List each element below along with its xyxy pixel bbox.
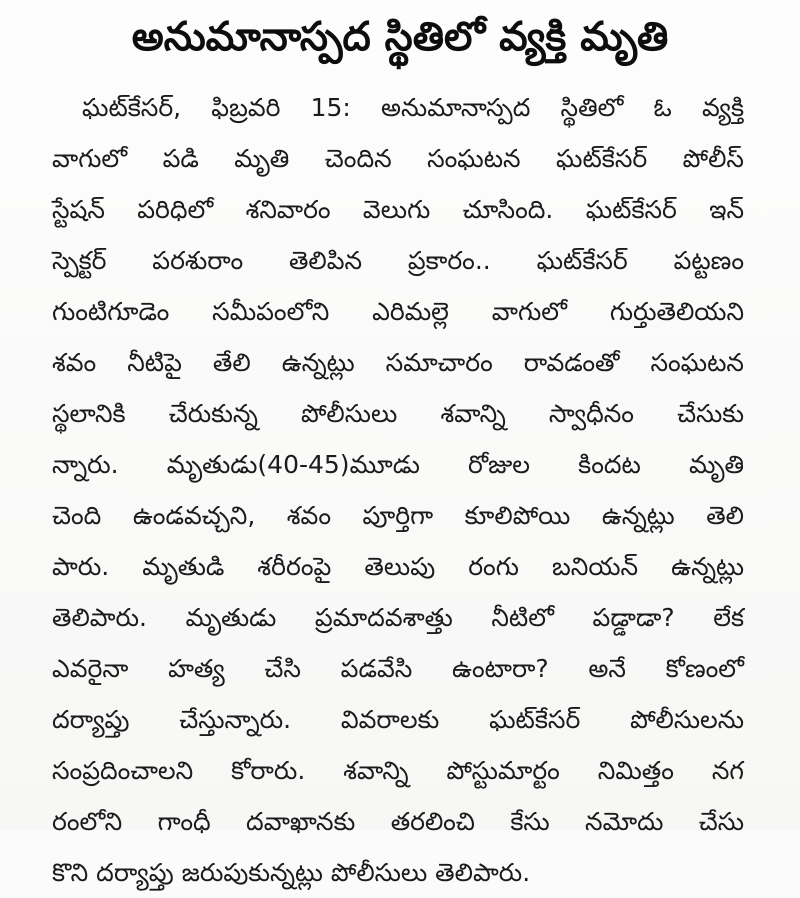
article-line: తెలిపారు. మృతుడు ప్రమాదవశాత్తు నీటిలో పడ్డాడా? లేక	[52, 603, 744, 632]
article-line: న్నారు. మృతుడు(40-45)మూడు రోజుల కిందట మృతి	[52, 450, 744, 479]
article-line: వాగులో పడి మృతి చెందిన సంఘటన ఘట్‌కేసర్ పోలీస్	[52, 144, 744, 173]
article-line: రంలోని గాంధీ దవాఖానకు తరలించి కేసు నమోదు చేసు	[52, 807, 744, 836]
article-line: ఘట్‌కేసర్, ఫిబ్రవరి 15: అనుమానాస్పద స్థితిలో ఓ వ్యక్తి	[82, 93, 744, 122]
article-line: స్టేషన్ పరిధిలో శనివారం వెలుగు చూసింది. ఘట్‌కేసర్ ఇన్	[52, 195, 744, 224]
article-line: గుంటిగూడెం సమీపంలోని ఎరిమల్లె వాగులో గుర్తుతెలియని	[52, 297, 744, 326]
article-line: దర్యాప్తు చేస్తున్నారు. వివరాలకు ఘట్‌కేసర్ పోలీసులను	[52, 705, 744, 734]
article-line: కొని దర్యాప్తు జరుపుకున్నట్లు పోలీసులు తెలిపారు.	[52, 858, 531, 887]
article-line: స్థలానికి చేరుకున్న పోలీసులు శవాన్ని స్వాధీనం చేసుకు	[52, 399, 744, 428]
article-line: శవం నీటిపై తేలి ఉన్నట్లు సమాచారం రావడంతో సంఘటన	[52, 348, 744, 377]
article-line: చెంది ఉండవచ్చని, శవం పూర్తిగా కూలిపోయి ఉన్నట్లు తెలి	[52, 501, 744, 530]
article-line: పారు. మృతుడి శరీరంపై తెలుపు రంగు బనియన్ ఉన్నట్లు	[52, 552, 744, 581]
article-body	[52, 82, 744, 898]
article-line: సంప్రదించాలని కోరారు. శవాన్ని పోస్టుమార్టం నిమిత్తం నగ	[52, 756, 744, 785]
article-line: ఎవరైనా హత్య చేసి పడవేసి ఉంటారా? అనే కోణంలో	[52, 654, 744, 683]
article-line: స్పెక్టర్ పరశురాం తెలిపిన ప్రకారం.. ఘట్‌కేసర్ పట్టణం	[52, 246, 744, 275]
article-headline: అనుమానాస్పద స్థితిలో వ్యక్తి మృతి	[131, 14, 669, 60]
